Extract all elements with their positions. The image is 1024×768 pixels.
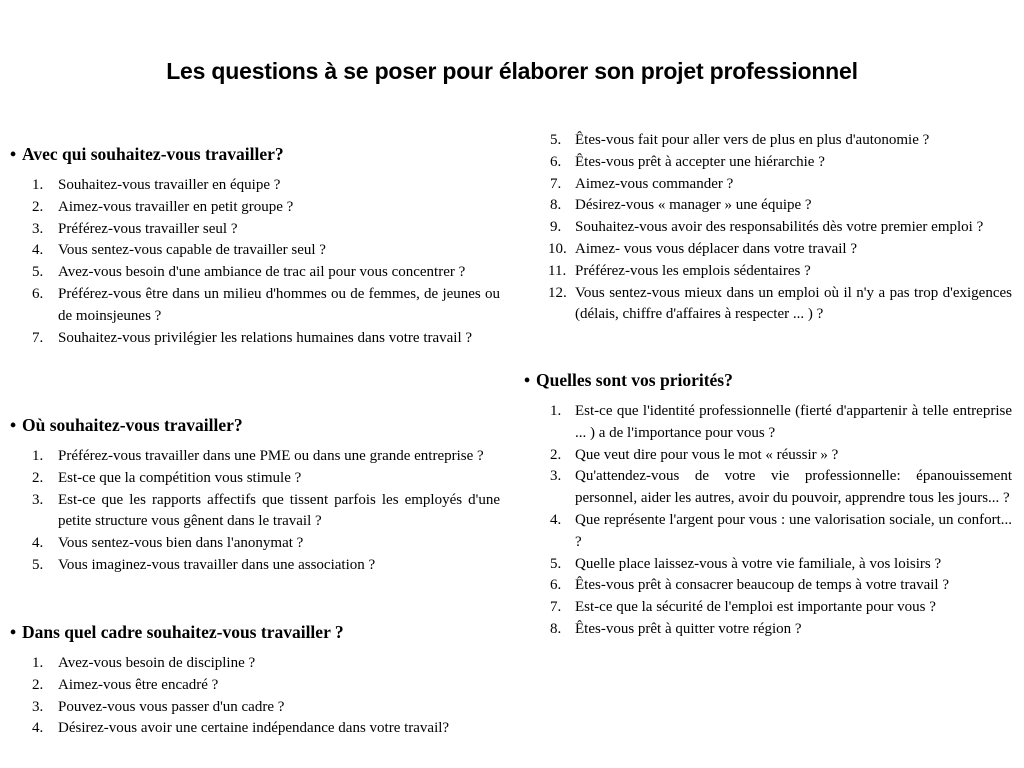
list-item: 3. Préférez-vous travailler seul ?: [32, 220, 238, 237]
list-item: 12. Vous sentez-vous mieux dans un emploi où il n'y a pas trop d'exigences (délais, chiffre d'affaires à respecter ... ) ?: [548, 284, 1012, 323]
list-item: 6. Préférez-vous être dans un milieu d'hommes ou de femmes, de jeunes ou de moinsjeunes ?: [32, 285, 500, 324]
list-item: 4. Désirez-vous avoir une certaine indépendance dans votre travail?: [32, 720, 450, 737]
list-item: 11. Préférez-vous les emplois sédentaires ?: [548, 262, 811, 279]
list-item: 2. Que veut dire pour vous le mot « réussir » ?: [550, 446, 839, 463]
section-heading: • Quelles sont vos priorités?: [524, 370, 733, 390]
list-item: 6. Êtes-vous prêt à consacrer beaucoup de temps à votre travail ?: [550, 577, 950, 594]
list-item: 10. Aimez- vous vous déplacer dans votre travail ?: [548, 240, 857, 257]
section-cadre: [10, 621, 500, 740]
list-item: 6. Êtes-vous prêt à accepter une hiérarchie ?: [550, 153, 825, 170]
list-item: 7. Souhaitez-vous privilégier les relations humaines dans votre travail ?: [32, 329, 473, 346]
list-item: 4. Vous sentez-vous bien dans l'anonymat ?: [32, 535, 304, 552]
list-item: 1. Avez-vous besoin de discipline ?: [32, 655, 256, 671]
bullet-icon: •: [524, 370, 531, 390]
section-heading: • Dans quel cadre souhaitez-vous travailler ?: [10, 622, 344, 642]
list-item: 8. Désirez-vous « manager » une équipe ?: [550, 197, 812, 214]
list-item: 5. Quelle place laissez-vous à votre vie familiale, à vos loisirs ?: [550, 555, 942, 572]
list-item: 5. Êtes-vous fait pour aller vers de plus en plus d'autonomie ?: [550, 132, 930, 148]
list-item: 4. Que représente l'argent pour vous : une valorisation sociale, un confort... ?: [550, 511, 1012, 550]
list-item: 2. Aimez-vous être encadré ?: [32, 676, 219, 693]
question-list: [524, 401, 1012, 641]
section-avec-qui: [10, 143, 500, 349]
question-list: [524, 130, 1012, 326]
list-item: 7. Aimez-vous commander ?: [550, 175, 734, 192]
bullet-icon: •: [10, 622, 17, 642]
list-item: 3. Pouvez-vous vous passer d'un cadre ?: [32, 698, 285, 715]
list-item: 7. Est-ce que la sécurité de l'emploi est importante pour vous ?: [550, 599, 936, 616]
list-item: 3. Est-ce que les rapports affectifs que tissent parfois les employés d'une petite structure vous gênent dans le travail ?: [32, 491, 500, 530]
section-priorites: [524, 369, 1012, 641]
question-list: [10, 175, 500, 349]
list-item: 2. Est-ce que la compétition vous stimule ?: [32, 469, 302, 486]
bullet-icon: •: [10, 144, 17, 164]
question-list: [10, 446, 500, 577]
page-title: Les questions à se poser pour élaborer son projet professionnel: [166, 58, 858, 84]
question-list: [10, 653, 500, 740]
list-item: 1. Préférez-vous travailler dans une PME ou dans une grande entreprise ?: [32, 448, 484, 464]
section-heading: • Avec qui souhaitez-vous travailler?: [10, 144, 284, 164]
list-item: 5. Vous imaginez-vous travailler dans une association ?: [32, 556, 376, 573]
section-ou: [10, 414, 500, 577]
list-item: 4. Vous sentez-vous capable de travailler seul ?: [32, 242, 326, 259]
section-cadre-continued: [524, 130, 1012, 326]
list-item: 8. Êtes-vous prêt à quitter votre région ?: [550, 620, 802, 637]
bullet-icon: •: [10, 415, 17, 435]
list-item: 2. Aimez-vous travailler en petit groupe ?: [32, 198, 294, 215]
list-item: 1. Souhaitez-vous travailler en équipe ?: [32, 177, 281, 193]
list-item: 1. Est-ce que l'identité professionnelle (fierté d'appartenir à telle entreprise ... ) a de l'importance pour vous ?: [550, 403, 1012, 441]
list-item: 9. Souhaitez-vous avoir des responsabilités dès votre premier emploi ?: [550, 219, 984, 236]
list-item: 5. Avez-vous besoin d'une ambiance de trac ail pour vous concentrer ?: [32, 264, 466, 281]
section-heading: • Où souhaitez-vous travailler?: [10, 415, 243, 435]
list-item: 3. Qu'attendez-vous de votre vie professionnelle: épanouissement personnel, aider les autres, avoir du pouvoir, apprendre tous les jours... ?: [550, 468, 1012, 507]
